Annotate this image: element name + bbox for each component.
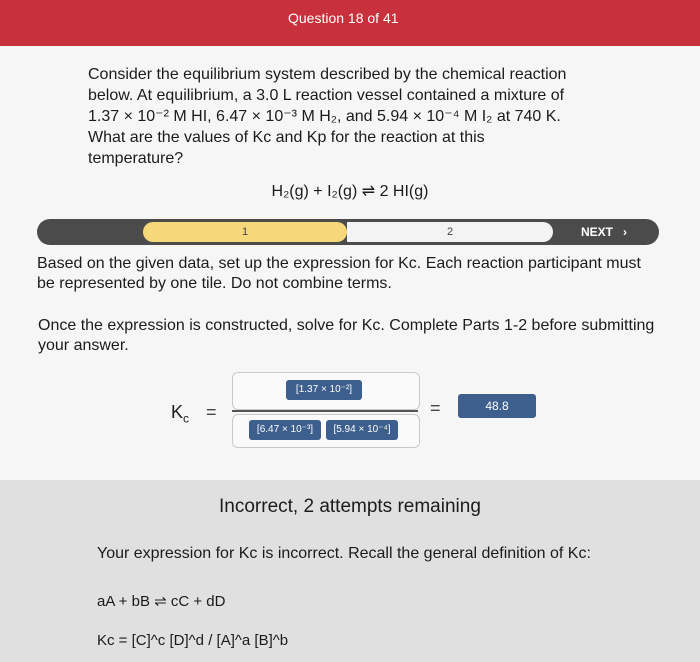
feedback-message: Your expression for Kc is incorrect. Recall the general definition of Kc: <box>97 545 591 562</box>
step-1-tab[interactable]: 1 <box>143 222 347 242</box>
next-button[interactable] <box>581 219 659 245</box>
result-tile[interactable]: 48.8 <box>458 394 536 418</box>
instruction-setup: Based on the given data, set up the expression for Kc. Each reaction participant must be represented by one tile. Do not combine terms. <box>37 255 641 292</box>
feedback-status: Incorrect, 2 attempts remaining <box>219 496 481 517</box>
tile-h2-concentration[interactable]: [6.47 × 10⁻³] <box>249 420 321 440</box>
chevron-right-icon: › <box>623 225 628 239</box>
tile-hi-concentration[interactable]: [1.37 × 10⁻²] <box>286 380 362 400</box>
question-line: below. At equilibrium, a 3.0 L reaction vessel contained a mixture of <box>88 87 565 104</box>
kc-symbol: K <box>171 402 184 422</box>
question-line: 1.37 × 10⁻² M HI, 6.47 × 10⁻³ M H₂, and 5.94 × 10⁻⁴ M I₂ at 740 K. <box>88 108 561 125</box>
fraction-bar <box>232 410 418 412</box>
question-line: What are the values of Kc and Kp for the reaction at this <box>88 129 485 146</box>
question-line: temperature? <box>88 150 184 167</box>
kc-subscript: c <box>183 411 190 426</box>
question-counter: Question 18 of 41 <box>288 10 399 26</box>
equals-sign: = <box>206 402 217 422</box>
question-line: Consider the equilibrium system described by the chemical reaction <box>88 66 567 83</box>
tile-i2-concentration[interactable]: [5.94 × 10⁻⁴] <box>326 420 398 440</box>
kc-label <box>171 402 189 426</box>
step-2-tab[interactable]: 2 <box>347 222 553 242</box>
question-text <box>88 64 628 169</box>
header-bar <box>0 0 700 46</box>
reaction-equation: H₂(g) + I₂(g) ⇌ 2 HI(g) <box>271 183 429 200</box>
general-reaction: aA + bB ⇌ cC + dD <box>97 593 226 610</box>
instruction-solve: Once the expression is constructed, solve for Kc. Complete Parts 1-2 before submitting your answer. <box>38 317 655 354</box>
equals-sign-result: = <box>430 398 441 418</box>
next-label: NEXT <box>581 225 614 239</box>
step-progress-bar <box>37 219 659 245</box>
general-kc-expression: Kc = [C]^c [D]^d / [A]^a [B]^b <box>97 632 289 649</box>
